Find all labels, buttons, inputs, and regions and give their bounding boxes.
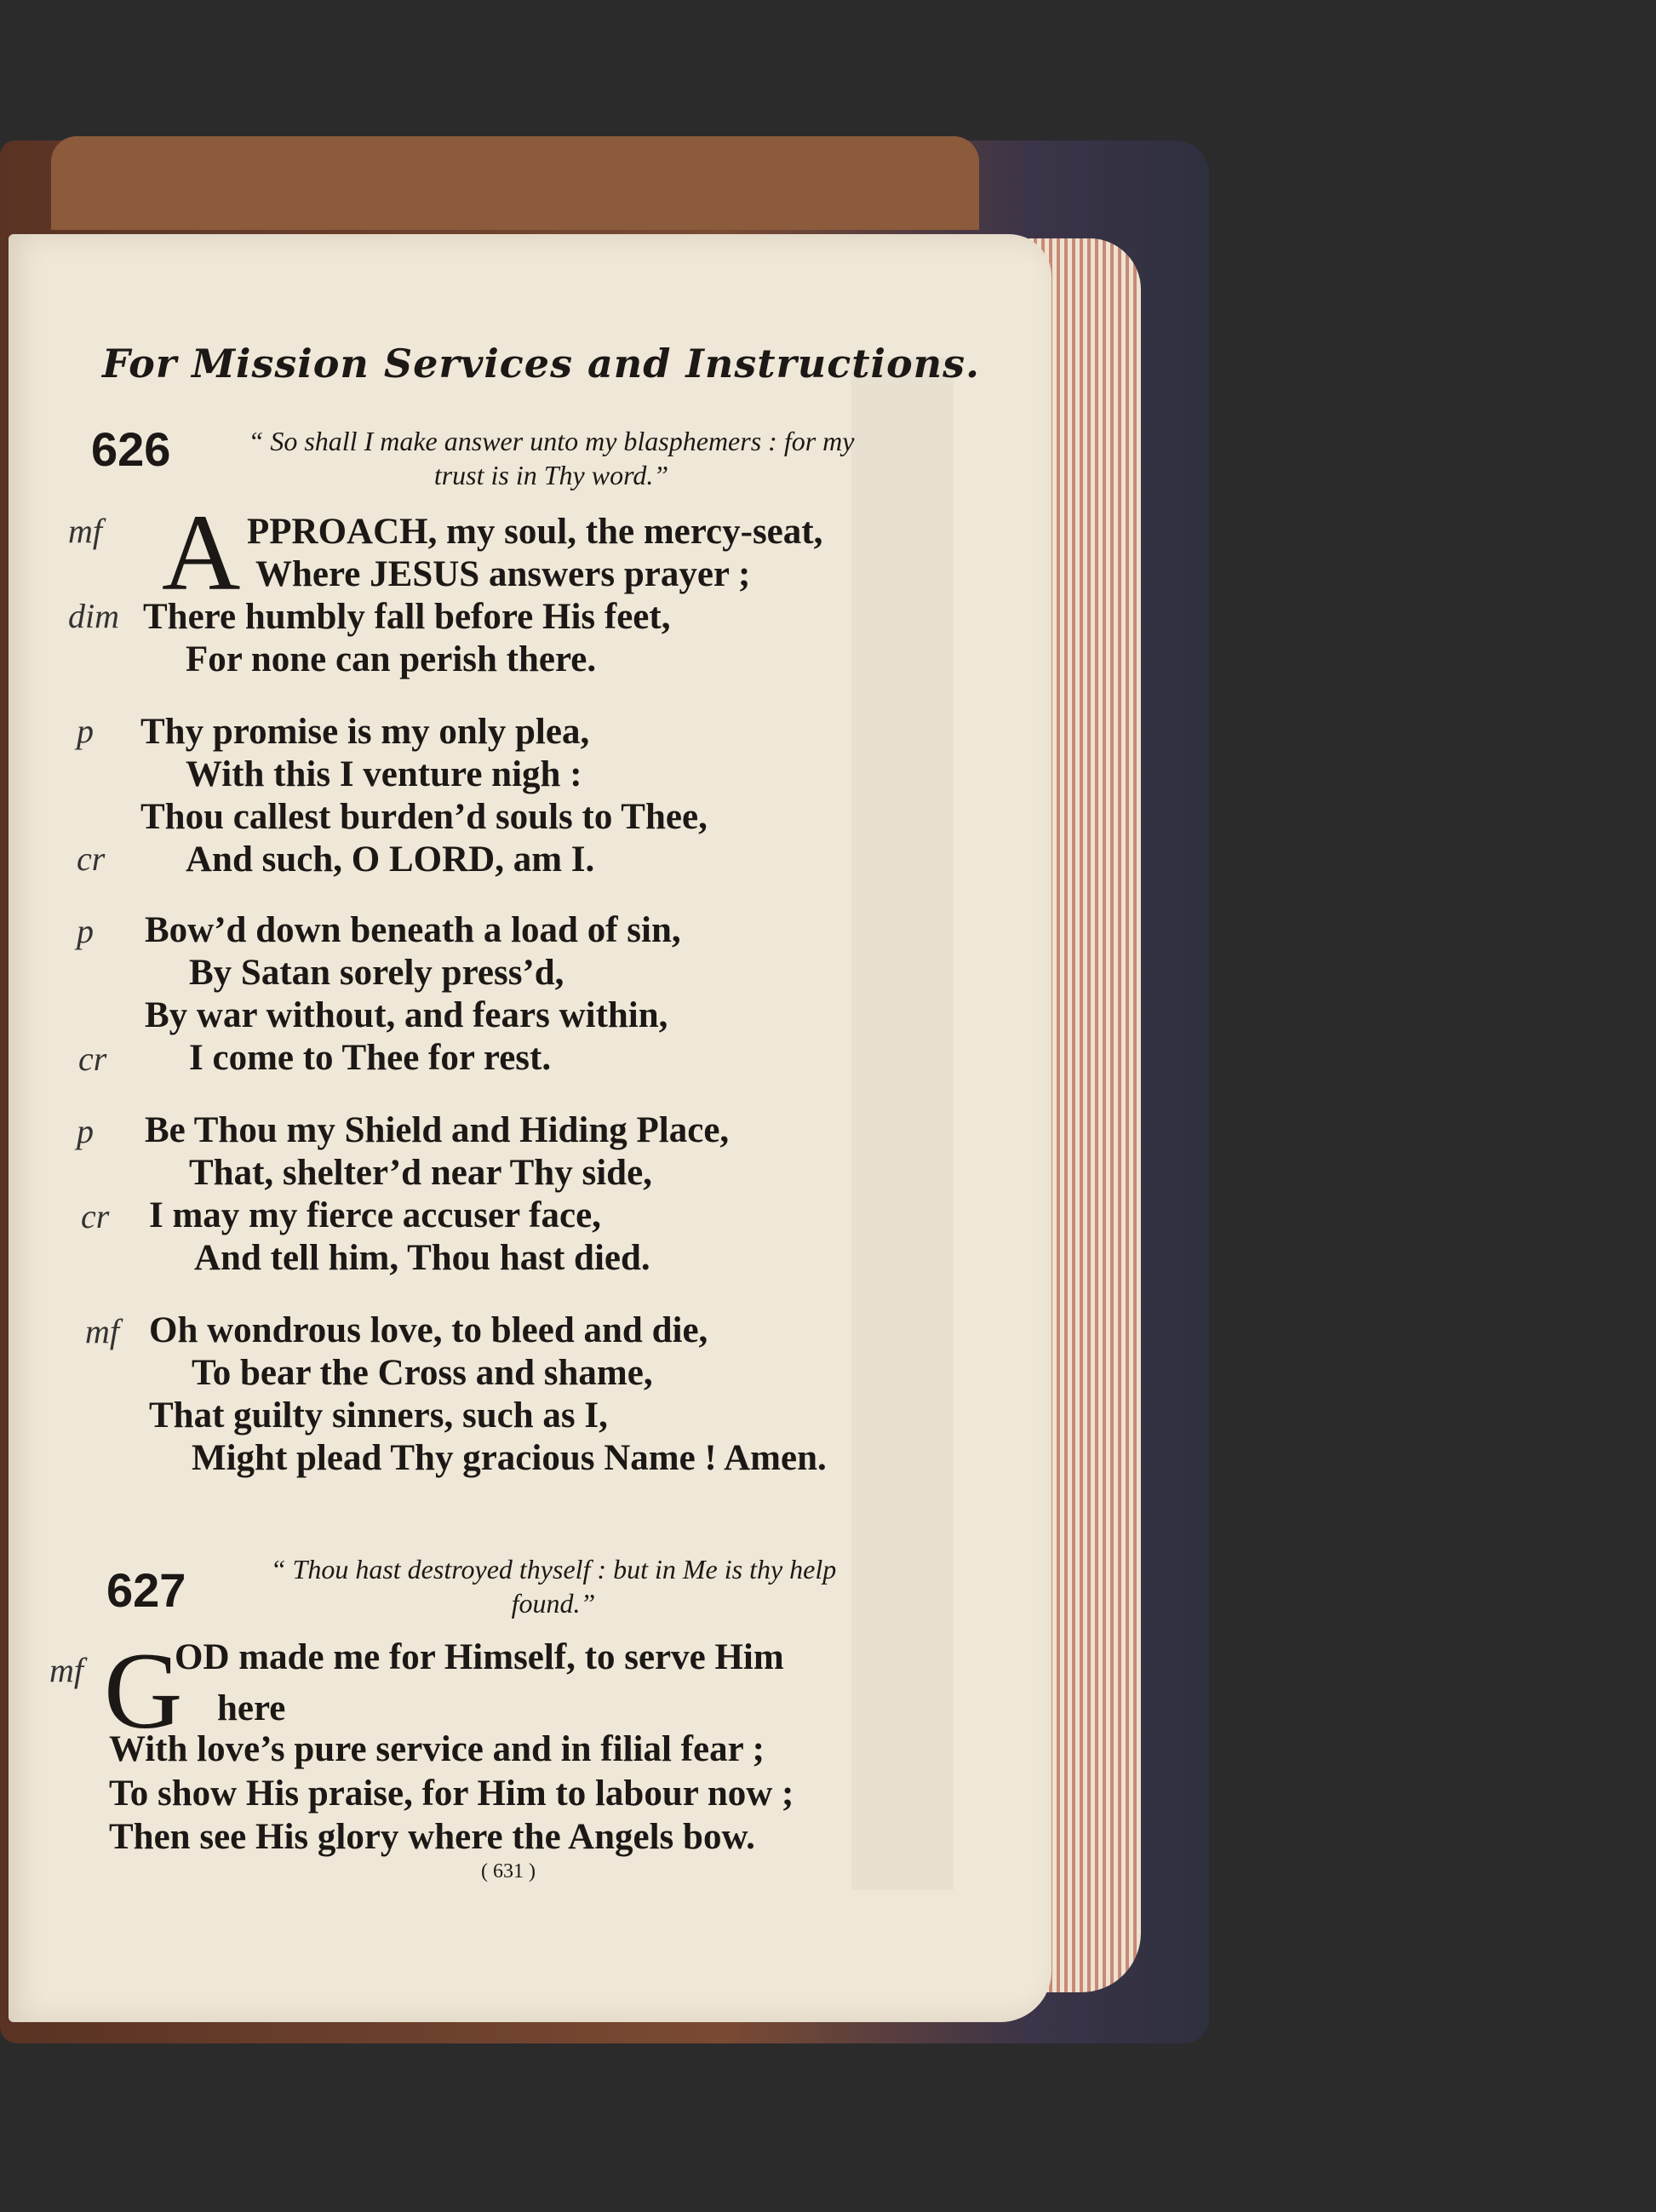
dynamic-marking: mf [85,1312,119,1350]
hymn-line: Where JESUS answers prayer ; [255,554,751,594]
hymn-line: With this I venture nigh : [186,754,582,794]
drop-cap: A [162,492,241,613]
hymn-number: 627 [106,1563,186,1617]
hymn-line: Be Thou my Shield and Hiding Place, [145,1110,730,1150]
hymn-line: By Satan sorely press’d, [189,953,564,993]
hymn-epigraph-line: “ So shall I make answer unto my blasphemers : for my [248,426,855,456]
page-number: ( 631 ) [481,1860,536,1882]
hymn-line: With love’s pure service and in filial fear ; [109,1729,765,1769]
drop-cap: G [104,1630,183,1751]
hymn-line: Thy promise is my only plea, [140,712,590,752]
hymn-line: Bow’d down beneath a load of sin, [145,910,681,950]
dynamic-marking: cr [81,1197,110,1235]
hymn-line: Oh wondrous love, to bleed and die, [149,1310,708,1350]
hymn-line: Might plead Thy gracious Name ! Amen. [192,1438,827,1478]
dynamic-marking: mf [68,512,102,550]
hymn-line: To show His praise, for Him to labour now ; [109,1774,794,1814]
dynamic-marking: mf [49,1651,83,1689]
hymn-line: For none can perish there. [186,639,597,679]
page-header: For Mission Services and Instructions. [102,341,980,387]
book-cover-top [51,136,979,230]
dynamic-marking: cr [78,1040,107,1078]
dynamic-marking: p [77,712,94,750]
hymn-line: OD made me for Himself, to serve Him [175,1637,784,1677]
hymn-line: That guilty sinners, such as I, [149,1395,608,1436]
dynamic-marking: p [77,912,94,950]
hymn-line: I may my fierce accuser face, [149,1195,601,1235]
hymn-line: By war without, and fears within, [145,995,668,1035]
show-through [851,358,954,1890]
hymn-line: To bear the Cross and shame, [192,1353,653,1393]
dynamic-marking: p [77,1112,94,1150]
hymn-epigraph-line: found.” [511,1588,596,1619]
hymn-line: And such, O LORD, am I. [186,840,595,880]
hymn-line: I come to Thee for rest. [189,1038,552,1078]
hymn-epigraph-line: trust is in Thy word.” [433,460,669,490]
hymn-line: There humbly fall before His feet, [143,597,671,637]
hymn-line: Thou callest burden’d souls to Thee, [140,797,708,837]
hymn-line: here [217,1688,286,1728]
hymn-epigraph-line: “ Thou hast destroyed thyself : but in Me is thy help [270,1554,837,1585]
hymn-line: And tell him, Thou hast died. [194,1238,650,1278]
hymn-number: 626 [91,422,171,476]
hymn-line: Then see His glory where the Angels bow. [109,1817,755,1857]
hymn-line: That, shelter’d near Thy side, [189,1153,652,1193]
dynamic-marking: dim [68,597,119,635]
dynamic-marking: cr [77,840,106,878]
hymn-line: PPROACH, my soul, the mercy-seat, [247,512,823,552]
